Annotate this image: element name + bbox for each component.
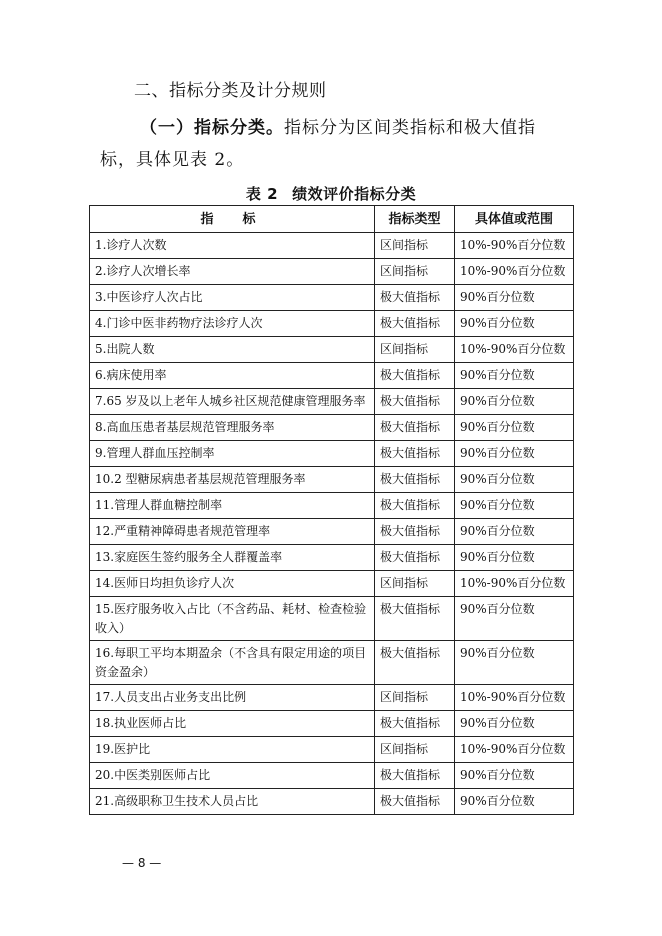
classification-paragraph <box>100 112 570 176</box>
indicator-type-cell: 极大值指标 <box>375 789 455 815</box>
indicator-type-cell: 极大值指标 <box>375 389 455 415</box>
table-row <box>90 285 574 311</box>
indicator-type-cell: 极大值指标 <box>375 641 455 685</box>
indicator-type-cell: 极大值指标 <box>375 311 455 337</box>
table-title-text: 绩效评价指标分类 <box>292 185 417 203</box>
table-row <box>90 363 574 389</box>
indicator-type-cell: 区间指标 <box>375 259 455 285</box>
indicator-name-cell: 10.2 型糖尿病患者基层规范管理服务率 <box>90 467 375 493</box>
paragraph-text: 指标分为区间类指标和极大值指标，具体见表 2。 <box>100 118 536 170</box>
indicator-range-cell: 90%百分位数 <box>455 311 574 337</box>
table-row <box>90 571 574 597</box>
indicator-name-cell: 13.家庭医生签约服务全人群覆盖率 <box>90 545 375 571</box>
indicator-range-cell: 10%-90%百分位数 <box>455 233 574 259</box>
indicator-range-cell: 10%-90%百分位数 <box>455 259 574 285</box>
indicator-type-cell: 极大值指标 <box>375 467 455 493</box>
indicator-name-cell: 12.严重精神障碍患者规范管理率 <box>90 519 375 545</box>
table-row <box>90 641 574 685</box>
indicator-range-cell: 90%百分位数 <box>455 545 574 571</box>
page-number: — 8 — <box>122 856 162 870</box>
table-row <box>90 545 574 571</box>
header-indicator: 指 标 <box>90 206 375 233</box>
table-title <box>0 183 662 204</box>
indicator-range-cell: 90%百分位数 <box>455 763 574 789</box>
table-row <box>90 415 574 441</box>
table-row <box>90 711 574 737</box>
table-row <box>90 493 574 519</box>
indicator-range-cell: 90%百分位数 <box>455 441 574 467</box>
indicator-name-cell: 18.执业医师占比 <box>90 711 375 737</box>
indicator-name-cell: 5.出院人数 <box>90 337 375 363</box>
table-row <box>90 685 574 711</box>
indicator-name-cell: 15.医疗服务收入占比（不含药品、耗材、检查检验收入） <box>90 597 375 641</box>
indicator-range-cell: 10%-90%百分位数 <box>455 571 574 597</box>
indicator-range-cell: 90%百分位数 <box>455 597 574 641</box>
indicator-type-cell: 极大值指标 <box>375 545 455 571</box>
indicator-name-cell: 17.人员支出占业务支出比例 <box>90 685 375 711</box>
indicator-type-cell: 区间指标 <box>375 337 455 363</box>
table-row <box>90 737 574 763</box>
indicator-name-cell: 6.病床使用率 <box>90 363 375 389</box>
table-header-row <box>90 206 574 233</box>
table-row <box>90 233 574 259</box>
header-type: 指标类型 <box>375 206 455 233</box>
indicator-type-cell: 区间指标 <box>375 571 455 597</box>
indicator-name-cell: 3.中医诊疗人次占比 <box>90 285 375 311</box>
indicator-name-cell: 4.门诊中医非药物疗法诊疗人次 <box>90 311 375 337</box>
indicator-name-cell: 1.诊疗人次数 <box>90 233 375 259</box>
indicator-range-cell: 90%百分位数 <box>455 363 574 389</box>
indicator-range-cell: 90%百分位数 <box>455 789 574 815</box>
table-body <box>90 233 574 815</box>
indicator-range-cell: 10%-90%百分位数 <box>455 685 574 711</box>
indicator-type-cell: 区间指标 <box>375 685 455 711</box>
table-row <box>90 337 574 363</box>
indicator-name-cell: 20.中医类别医师占比 <box>90 763 375 789</box>
indicator-range-cell: 10%-90%百分位数 <box>455 737 574 763</box>
indicator-range-cell: 90%百分位数 <box>455 467 574 493</box>
table-row <box>90 597 574 641</box>
indicator-name-cell: 2.诊疗人次增长率 <box>90 259 375 285</box>
indicator-type-cell: 极大值指标 <box>375 711 455 737</box>
paragraph-bold-lead: （一）指标分类。 <box>140 118 284 138</box>
indicator-table <box>89 205 574 815</box>
table-row <box>90 441 574 467</box>
section-heading: 二、指标分类及计分规则 <box>134 81 327 101</box>
indicator-range-cell: 90%百分位数 <box>455 285 574 311</box>
indicator-name-cell: 11.管理人群血糖控制率 <box>90 493 375 519</box>
indicator-range-cell: 90%百分位数 <box>455 641 574 685</box>
indicator-name-cell: 19.医护比 <box>90 737 375 763</box>
indicator-range-cell: 10%-90%百分位数 <box>455 337 574 363</box>
table-row <box>90 259 574 285</box>
indicator-type-cell: 区间指标 <box>375 233 455 259</box>
indicator-name-cell: 8.高血压患者基层规范管理服务率 <box>90 415 375 441</box>
table-title-label: 表 2 <box>245 185 279 203</box>
indicator-name-cell: 21.高级职称卫生技术人员占比 <box>90 789 375 815</box>
table-row <box>90 519 574 545</box>
indicator-type-cell: 极大值指标 <box>375 363 455 389</box>
indicator-type-cell: 区间指标 <box>375 737 455 763</box>
indicator-type-cell: 极大值指标 <box>375 415 455 441</box>
indicator-type-cell: 极大值指标 <box>375 441 455 467</box>
indicator-name-cell: 14.医师日均担负诊疗人次 <box>90 571 375 597</box>
indicator-range-cell: 90%百分位数 <box>455 493 574 519</box>
table-row <box>90 763 574 789</box>
indicator-type-cell: 极大值指标 <box>375 285 455 311</box>
indicator-range-cell: 90%百分位数 <box>455 711 574 737</box>
table-row <box>90 467 574 493</box>
header-range: 具体值或范围 <box>455 206 574 233</box>
indicator-range-cell: 90%百分位数 <box>455 415 574 441</box>
indicator-name-cell: 7.65 岁及以上老年人城乡社区规范健康管理服务率 <box>90 389 375 415</box>
indicator-name-cell: 16.每职工平均本期盈余（不含具有限定用途的项目资金盈余） <box>90 641 375 685</box>
indicator-range-cell: 90%百分位数 <box>455 389 574 415</box>
table-row <box>90 389 574 415</box>
indicator-type-cell: 极大值指标 <box>375 597 455 641</box>
indicator-type-cell: 极大值指标 <box>375 763 455 789</box>
indicator-type-cell: 极大值指标 <box>375 493 455 519</box>
indicator-range-cell: 90%百分位数 <box>455 519 574 545</box>
table-row <box>90 311 574 337</box>
indicator-name-cell: 9.管理人群血压控制率 <box>90 441 375 467</box>
indicator-type-cell: 极大值指标 <box>375 519 455 545</box>
table-row <box>90 789 574 815</box>
